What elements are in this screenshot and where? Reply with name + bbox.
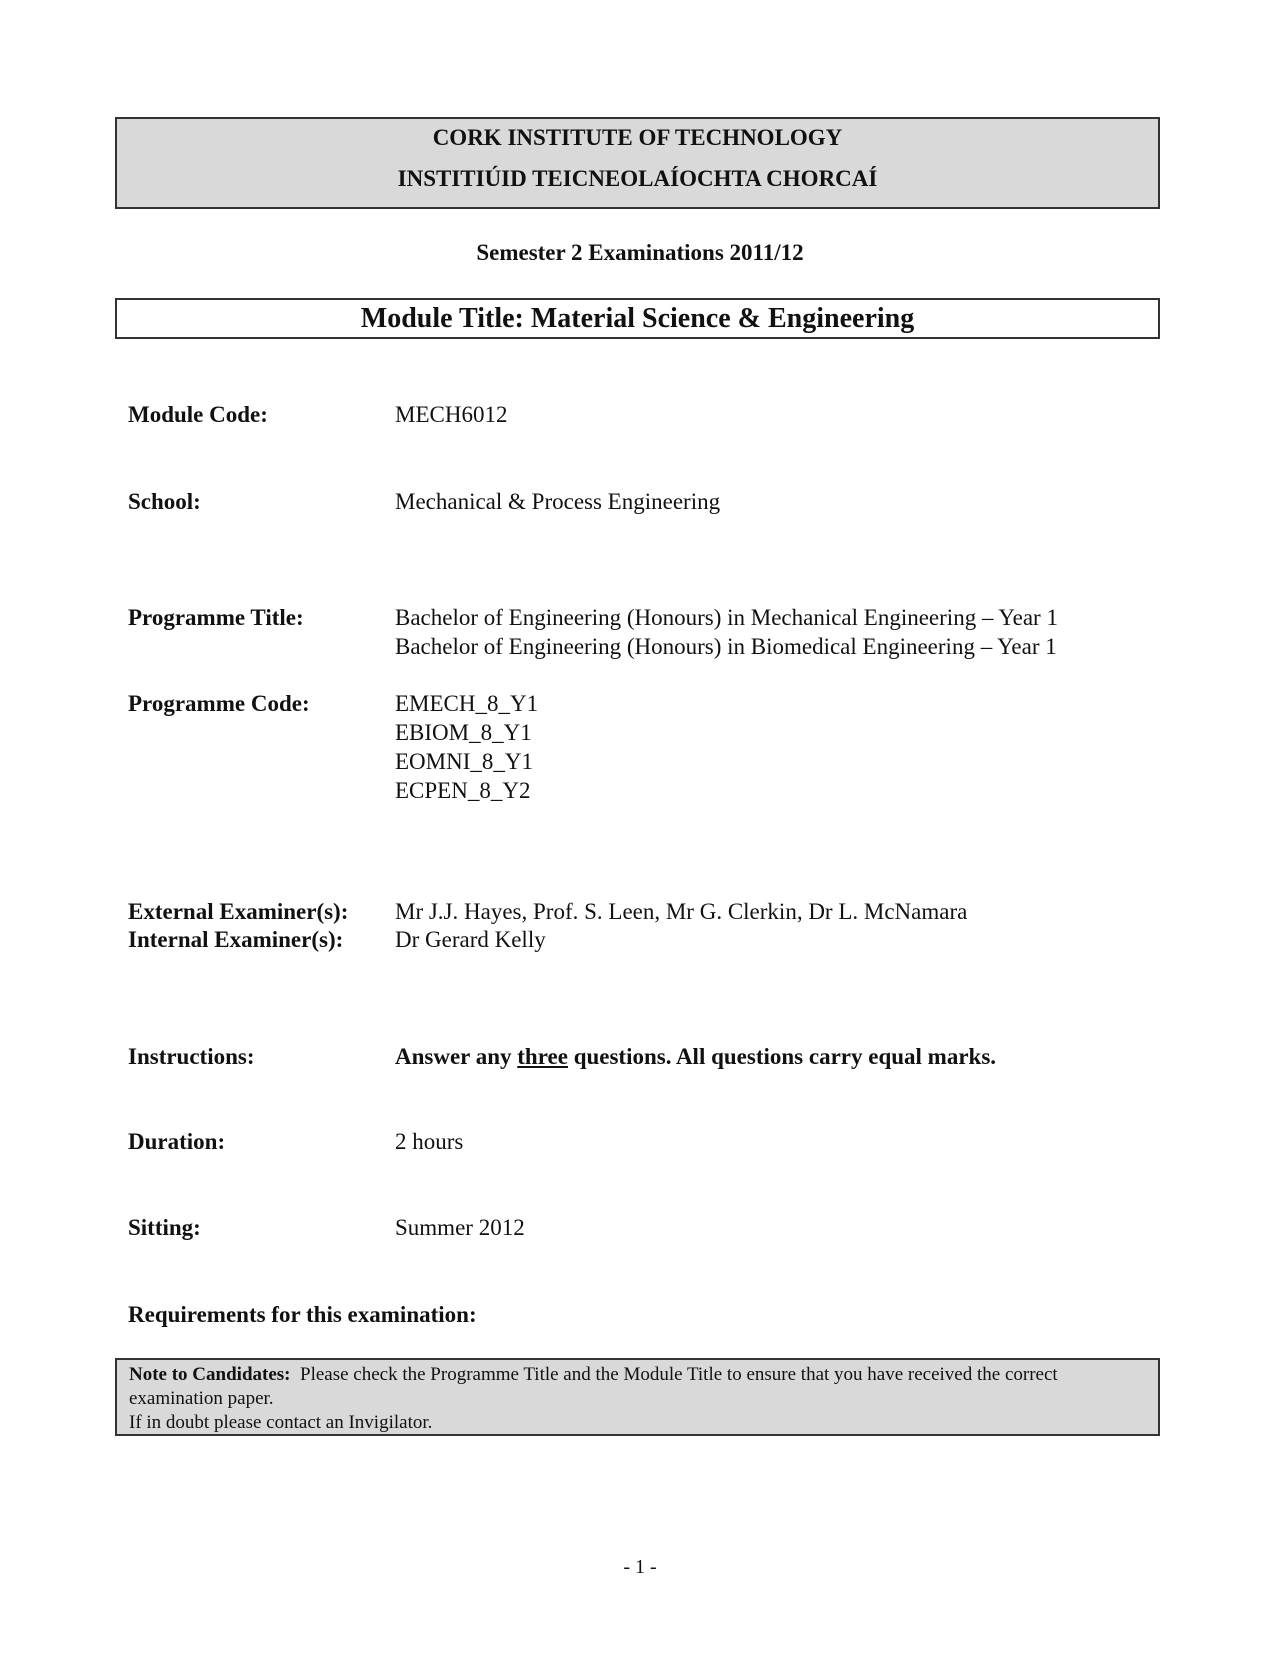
- requirements-label: Requirements for this examination:: [128, 1302, 477, 1327]
- programme-code-values: [395, 689, 538, 805]
- school-value: Mechanical & Process Engineering: [395, 489, 721, 514]
- duration-label: Duration:: [128, 1129, 226, 1154]
- programme-code-line: ECPEN_8_Y2: [395, 778, 531, 803]
- programme-title-line: Bachelor of Engineering (Honours) in Mechanical Engineering – Year 1: [395, 605, 1058, 630]
- external-examiners-label: External Examiner(s):: [128, 899, 349, 924]
- internal-examiners-label: Internal Examiner(s):: [128, 927, 344, 952]
- programme-code-line: EOMNI_8_Y1: [395, 749, 533, 774]
- sitting-label: Sitting:: [128, 1215, 201, 1240]
- module-title: Module Title: Material Science & Engineering: [115, 298, 1160, 339]
- semester-heading: Semester 2 Examinations 2011/12: [476, 240, 804, 265]
- institute-name-irish: INSTITIÚID TEICNEOLAÍOCHTA CHORCAÍ: [397, 166, 878, 191]
- sitting-value: Summer 2012: [395, 1215, 525, 1240]
- note-text-invigilator: If in doubt please contact an Invigilator.: [129, 1412, 433, 1433]
- instructions-text-after: questions. All questions carry equal marks.: [567, 1044, 997, 1069]
- programme-title-values: [395, 603, 1058, 661]
- duration-value: 2 hours: [395, 1129, 464, 1154]
- instructions-value: [395, 1042, 996, 1071]
- module-code-value: MECH6012: [395, 402, 508, 427]
- school-label: School:: [128, 489, 201, 514]
- programme-code-label: Programme Code:: [128, 691, 310, 716]
- module-code-label: Module Code:: [128, 402, 268, 427]
- programme-title-label: Programme Title:: [128, 605, 304, 630]
- external-examiners-value: Mr J.J. Hayes, Prof. S. Leen, Mr G. Clerkin, Dr L. McNamara: [395, 899, 968, 924]
- instructions-text-before: Answer any: [395, 1044, 518, 1069]
- programme-title-line: Bachelor of Engineering (Honours) in Biomedical Engineering – Year 1: [395, 634, 1057, 659]
- page-number: - 1 -: [623, 1556, 657, 1578]
- programme-code-line: EMECH_8_Y1: [395, 691, 539, 716]
- note-text: Please check the Programme Title and the Module Title to ensure that you have received the correct examination paper.: [129, 1364, 1058, 1409]
- institute-header: [115, 117, 1160, 209]
- note-to-candidates: [115, 1358, 1160, 1436]
- institute-name-english: CORK INSTITUTE OF TECHNOLOGY: [432, 125, 843, 150]
- note-label: Note to Candidates:: [129, 1364, 291, 1385]
- internal-examiners-value: Dr Gerard Kelly: [395, 927, 546, 952]
- instructions-emphasis: three: [517, 1044, 568, 1069]
- instructions-label: Instructions:: [128, 1044, 255, 1069]
- programme-code-line: EBIOM_8_Y1: [395, 720, 532, 745]
